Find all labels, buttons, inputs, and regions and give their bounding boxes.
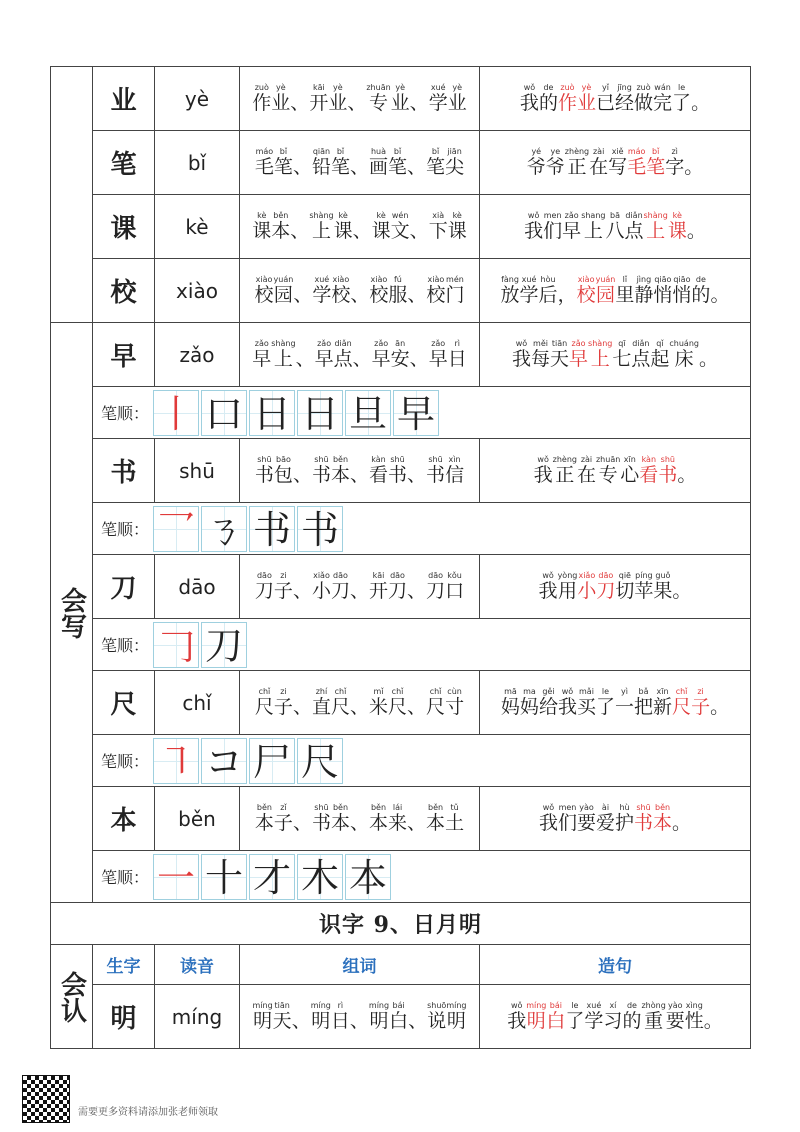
words-cell — [240, 439, 480, 503]
ruby-char: 放fàng — [500, 274, 520, 306]
ruby-char: 爱ài — [595, 802, 615, 834]
header-pinyin: 读音 — [155, 945, 240, 985]
ruby-char: 我wǒ — [511, 338, 531, 370]
ruby-char: 切qiē — [615, 570, 635, 602]
ruby-char: 早zǎo — [569, 338, 589, 370]
ruby-char: 用yòng — [557, 570, 578, 602]
ruby-char: 书shū — [426, 454, 446, 486]
ruby-char: 已yǐ — [595, 82, 615, 114]
ruby-char: 静jìng — [634, 274, 654, 306]
ruby-char: 在zài — [576, 454, 596, 486]
ruby-char: 业yè — [271, 82, 291, 114]
character-cell: 业 — [93, 67, 155, 131]
stroke-label: 笔顺： — [101, 868, 150, 887]
ruby-char: 校xiào — [254, 274, 274, 306]
word-list: 尺chǐ子zi、 直zhí尺chǐ、 米mǐ尺chǐ、 尺chǐ寸cùn — [254, 686, 465, 718]
ruby-char: 毛máo — [627, 146, 647, 178]
ruby-char: 门mén — [445, 274, 465, 306]
word-list: 本běn子zǐ、 书shū本běn、 本běn来lái、 本běn土tǔ — [254, 802, 465, 834]
ruby-char: 经jīng — [615, 82, 635, 114]
lesson-title: 识字 9、日月明 — [51, 903, 751, 945]
ruby-char: 课kè — [371, 210, 391, 242]
ruby-char: 刀dāo — [330, 570, 350, 602]
ruby-char: 天tiān — [550, 338, 570, 370]
ruby-char: 了le — [565, 1000, 585, 1032]
pinyin-cell: dāo — [155, 555, 240, 619]
example-sentence: 爷yé爷ye正zhèng在zài写xiě毛máo笔bǐ字zì。 — [526, 146, 704, 178]
ruby-char: 子zǐ — [273, 802, 293, 834]
stroke-box: ㄋ — [201, 506, 247, 552]
words-cell — [240, 985, 480, 1049]
ruby-char: 我wǒ — [538, 570, 558, 602]
example-sentence: 我wǒ用yòng小xiǎo刀dāo切qiē苹píng果guǒ。 — [538, 570, 692, 602]
ruby-char: 课kè — [333, 210, 353, 242]
ruby-char: 明míng — [368, 1000, 390, 1032]
ruby-char: 床chuáng — [669, 338, 699, 370]
ruby-char: 上shàng — [309, 210, 334, 242]
ruby-char: 书shū — [658, 454, 678, 486]
header-char: 生字 — [93, 945, 155, 985]
word-list: 课kè本běn、 上shàng课kè、 课kè文wén、 下xià课kè — [252, 210, 467, 242]
ruby-char: 校xiào — [331, 274, 351, 306]
word-list: 校xiào园yuán、 学xué校xiào、 校xiào服fú、 校xiào门mén — [254, 274, 465, 306]
ruby-char: 尺chǐ — [672, 686, 692, 718]
ruby-char: 上shang — [581, 210, 606, 242]
stroke-box: ㇕ — [153, 738, 199, 784]
ruby-char: 园yuán — [595, 274, 616, 306]
ruby-char: 的de — [691, 274, 711, 306]
ruby-char: 笔bǐ — [330, 146, 350, 178]
sentence-cell — [480, 131, 751, 195]
ruby-char: 日rì — [447, 338, 467, 370]
stroke-box: 日 — [297, 390, 343, 436]
ruby-char: 早zǎo — [371, 338, 391, 370]
ruby-char: 包bāo — [273, 454, 293, 486]
example-sentence: 放fàng学xué后hòu， 校xiào园yuán里lǐ静jìng悄qiāo悄qiāo的de。 — [500, 274, 730, 306]
ruby-char: 书shū — [634, 802, 654, 834]
ruby-char: 文wén — [390, 210, 410, 242]
ruby-char: 刀dāo — [596, 570, 616, 602]
stroke-box: 尸 — [249, 738, 295, 784]
word-list: 作zuò业yè、 开kāi业yè、 专zhuān业yè、 学xué业yè — [252, 82, 467, 114]
entry-row — [51, 259, 751, 323]
ruby-char: 明míng — [310, 1000, 331, 1032]
ruby-char: 开kāi — [309, 82, 329, 114]
ruby-char: 业yè — [447, 82, 467, 114]
ruby-char: 下xià — [428, 210, 448, 242]
pinyin-cell: míng — [155, 985, 240, 1049]
header-sentence: 造句 — [480, 945, 751, 985]
ruby-char: 我wǒ — [507, 1000, 527, 1032]
pinyin-cell: shū — [155, 439, 240, 503]
pinyin-cell: kè — [155, 195, 240, 259]
ruby-char: 小xiǎo — [311, 570, 331, 602]
ruby-char: 买mǎi — [576, 686, 596, 718]
entry-row — [51, 671, 751, 735]
character-cell: 刀 — [93, 555, 155, 619]
ruby-char: 给gěi — [538, 686, 558, 718]
pinyin-cell: běn — [155, 787, 240, 851]
ruby-char: 我wǒ — [557, 686, 577, 718]
ruby-char: 爷ye — [545, 146, 565, 178]
ruby-char: 学xué — [312, 274, 332, 306]
ruby-char: 笔bǐ — [388, 146, 408, 178]
stroke-order-row — [51, 387, 751, 439]
ruby-char: 性xìng — [684, 1000, 704, 1032]
stroke-box: 丨 — [153, 390, 199, 436]
ruby-char: 子zi — [691, 686, 711, 718]
category-cell-write: 会写 — [51, 323, 93, 903]
ruby-char: 把bǎ — [634, 686, 654, 718]
ruby-char: 书shū — [311, 454, 331, 486]
ruby-char: 课kè — [447, 210, 467, 242]
ruby-char: 子zi — [273, 686, 293, 718]
ruby-char: 新xīn — [653, 686, 673, 718]
ruby-char: 写xiě — [608, 146, 628, 178]
stroke-label: 笔顺： — [101, 520, 150, 539]
ruby-char: 上shàng — [643, 210, 668, 242]
character-cell: 校 — [93, 259, 155, 323]
ruby-char: 开kāi — [369, 570, 389, 602]
qr-code-icon[interactable] — [22, 1075, 70, 1123]
ruby-char: 学xué — [584, 1000, 604, 1032]
ruby-char: 一yì — [615, 686, 635, 718]
entry-row — [51, 787, 751, 851]
stroke-order-row — [51, 619, 751, 671]
stroke-box: 口 — [201, 390, 247, 436]
stroke-box: 刀 — [201, 622, 247, 668]
ruby-char: 护hù — [615, 802, 635, 834]
ruby-char: 本běn — [271, 210, 291, 242]
words-cell — [240, 787, 480, 851]
lesson-title-row — [51, 903, 751, 945]
ruby-char: 尺chǐ — [388, 686, 408, 718]
character-cell: 笔 — [93, 131, 155, 195]
stroke-box: コ — [201, 738, 247, 784]
ruby-char: 专zhuān — [366, 82, 391, 114]
ruby-char: 本běn — [330, 454, 350, 486]
ruby-char: 了le — [595, 686, 615, 718]
header-words: 组词 — [240, 945, 480, 985]
entry-row — [51, 985, 751, 1049]
words-cell — [240, 555, 480, 619]
sentence-cell — [480, 671, 751, 735]
ruby-char: 安ān — [390, 338, 410, 370]
stroke-box: 本 — [345, 854, 391, 900]
stroke-box: 日 — [249, 390, 295, 436]
ruby-char: 的de — [622, 1000, 642, 1032]
example-sentence: 妈mā妈ma给gěi我wǒ买mǎi了le一yì把bǎ新xīn尺chǐ子zi。 — [500, 686, 730, 718]
character-cell: 尺 — [93, 671, 155, 735]
stroke-order-row — [51, 851, 751, 903]
ruby-char: 上shàng — [271, 338, 296, 370]
ruby-char: 铅qiān — [311, 146, 331, 178]
sentence-cell — [480, 195, 751, 259]
ruby-char: 本běn — [653, 802, 673, 834]
stroke-label: 笔顺： — [101, 752, 150, 771]
ruby-char: 白bái — [546, 1000, 566, 1032]
words-cell — [240, 323, 480, 387]
ruby-char: 刀dāo — [426, 570, 446, 602]
ruby-char: 们men — [557, 802, 577, 834]
ruby-char: 业yè — [390, 82, 410, 114]
ruby-char: 心xīn — [620, 454, 640, 486]
ruby-char: 妈mā — [500, 686, 520, 718]
sentence-cell — [480, 555, 751, 619]
ruby-char: 课kè — [667, 210, 687, 242]
character-cell: 书 — [93, 439, 155, 503]
pinyin-cell: bǐ — [155, 131, 240, 195]
stroke-box: 一 — [153, 854, 199, 900]
ruby-char: 口kǒu — [445, 570, 465, 602]
sentence-cell — [480, 439, 751, 503]
character-cell: 早 — [93, 323, 155, 387]
entry-row — [51, 67, 751, 131]
ruby-char: 来lái — [388, 802, 408, 834]
sentence-cell — [480, 67, 751, 131]
stroke-box: 𠃌 — [153, 622, 199, 668]
ruby-char: 点diǎn — [333, 338, 353, 370]
words-cell — [240, 67, 480, 131]
ruby-char: 直zhí — [311, 686, 331, 718]
ruby-char: 笔bǐ — [426, 146, 446, 178]
entry-row — [51, 555, 751, 619]
ruby-char: 园yuán — [273, 274, 294, 306]
ruby-char: 校xiào — [576, 274, 596, 306]
ruby-char: 书shū — [311, 802, 331, 834]
ruby-char: 我wǒ — [519, 82, 539, 114]
ruby-char: 了le — [672, 82, 692, 114]
stroke-order-row — [51, 735, 751, 787]
ruby-char: 在zài — [589, 146, 609, 178]
ruby-char: 早zǎo — [562, 210, 582, 242]
word-list: 书shū包bāo、 书shū本běn、 看kàn书shū、 书shū信xìn — [254, 454, 465, 486]
ruby-char: 重zhòng — [641, 1000, 666, 1032]
ruby-char: 小xiǎo — [577, 570, 597, 602]
ruby-char: 课kè — [252, 210, 272, 242]
ruby-char: 要yào — [576, 802, 596, 834]
entry-row — [51, 131, 751, 195]
ruby-char: 妈ma — [519, 686, 539, 718]
word-list: 毛máo笔bǐ、 铅qiān笔bǐ、 画huà笔bǐ、 笔bǐ尖jiān — [254, 146, 465, 178]
ruby-char: 悄qiāo — [672, 274, 692, 306]
example-sentence: 我wǒ正zhèng在zài专zhuān心xīn看kàn书shū。 — [533, 454, 697, 486]
ruby-char: 书shū — [254, 454, 274, 486]
example-sentence: 我wǒ明míng白bái了le学xué习xí的de重zhòng要yào性xìng。 — [507, 1000, 723, 1032]
stroke-label: 笔顺： — [101, 636, 150, 655]
ruby-char: 校xiào — [369, 274, 389, 306]
header-row — [51, 945, 751, 985]
stroke-label: 笔顺： — [101, 404, 150, 423]
ruby-char: 刀dāo — [388, 570, 408, 602]
example-sentence: 我wǒ每měi天tiān早zǎo上shàng七qī点diǎn起qǐ床chuáng。 — [511, 338, 718, 370]
ruby-char: 早zǎo — [428, 338, 448, 370]
sentence-cell — [480, 259, 751, 323]
pinyin-cell: zǎo — [155, 323, 240, 387]
entry-row — [51, 439, 751, 503]
ruby-char: 看kàn — [369, 454, 389, 486]
stroke-box: 木 — [297, 854, 343, 900]
example-sentence: 我wǒ们men要yào爱ài护hù书shū本běn。 — [538, 802, 692, 834]
ruby-char: 子zi — [273, 570, 293, 602]
ruby-char: 尺chǐ — [330, 686, 350, 718]
pinyin-cell: chǐ — [155, 671, 240, 735]
ruby-char: 明míng — [252, 1000, 273, 1032]
ruby-char: 尺chǐ — [254, 686, 274, 718]
ruby-char: 我wǒ — [538, 802, 558, 834]
ruby-char: 米mǐ — [369, 686, 389, 718]
ruby-char: 毛máo — [254, 146, 274, 178]
ruby-char: 习xí — [603, 1000, 623, 1032]
entry-row — [51, 323, 751, 387]
ruby-char: 白bái — [389, 1000, 409, 1032]
ruby-char: 本běn — [330, 802, 350, 834]
example-sentence: 我wǒ的de作zuò业yè已yǐ经jīng做zuò完wán了le。 — [519, 82, 711, 114]
stroke-order-row — [51, 503, 751, 555]
stroke-box: 乛 — [153, 506, 199, 552]
category-cell-continued — [51, 67, 93, 323]
ruby-char: 看kàn — [639, 454, 659, 486]
word-list: 明míng天tiān、 明míng日rì、 明míng白bái、 说shuō明míng — [252, 1000, 467, 1032]
ruby-char: 土tǔ — [445, 802, 465, 834]
ruby-char: 完wán — [653, 82, 673, 114]
ruby-char: 信xìn — [445, 454, 465, 486]
ruby-char: 悄qiāo — [653, 274, 673, 306]
words-cell — [240, 259, 480, 323]
sentence-cell — [480, 985, 751, 1049]
character-cell: 本 — [93, 787, 155, 851]
ruby-char: 本běn — [369, 802, 389, 834]
ruby-char: 天tiān — [272, 1000, 292, 1032]
words-cell — [240, 131, 480, 195]
ruby-char: 业yè — [576, 82, 596, 114]
ruby-char: 书shū — [388, 454, 408, 486]
ruby-char: 早zǎo — [314, 338, 334, 370]
ruby-char: 起qǐ — [650, 338, 670, 370]
ruby-char: 爷yé — [526, 146, 546, 178]
ruby-char: 上shàng — [588, 338, 613, 370]
ruby-char: 后hòu — [538, 274, 558, 306]
stroke-box: 尺 — [297, 738, 343, 784]
ruby-char: 早zǎo — [252, 338, 272, 370]
ruby-char: 我wǒ — [533, 454, 553, 486]
ruby-char: 果guǒ — [653, 570, 673, 602]
pinyin-cell: xiào — [155, 259, 240, 323]
stroke-box: 书 — [297, 506, 343, 552]
sentence-cell — [480, 787, 751, 851]
stroke-box: 旦 — [345, 390, 391, 436]
sentence-cell — [480, 323, 751, 387]
ruby-char: 苹píng — [634, 570, 654, 602]
example-sentence: 我wǒ们men早zǎo上shang八bā点diǎn上shàng课kè。 — [524, 210, 706, 242]
ruby-char: 正zhèng — [564, 146, 590, 178]
character-cell: 明 — [93, 985, 155, 1049]
stroke-box: 十 — [201, 854, 247, 900]
ruby-char: 里lǐ — [615, 274, 635, 306]
ruby-char: 寸cùn — [445, 686, 465, 718]
ruby-char: 服fú — [388, 274, 408, 306]
ruby-char: 作zuò — [252, 82, 272, 114]
ruby-char: 的de — [538, 82, 558, 114]
stroke-box: 书 — [249, 506, 295, 552]
ruby-char: 字zì — [665, 146, 685, 178]
word-list: 早zǎo上shàng、 早zǎo点diǎn、 早zǎo安ān、 早zǎo日rì — [252, 338, 467, 370]
ruby-char: 八bā — [605, 210, 625, 242]
stroke-box: 才 — [249, 854, 295, 900]
ruby-char: 画huà — [369, 146, 389, 178]
ruby-char: 业yè — [328, 82, 348, 114]
ruby-char: 明míng — [526, 1000, 547, 1032]
ruby-char: 日rì — [330, 1000, 350, 1032]
ruby-char: 学xué — [428, 82, 448, 114]
ruby-char: 本běn — [254, 802, 274, 834]
ruby-char: 正zhèng — [552, 454, 577, 486]
ruby-char: 点diǎn — [631, 338, 651, 370]
stroke-box: 早 — [393, 390, 439, 436]
character-cell: 课 — [93, 195, 155, 259]
ruby-char: 尖jiān — [445, 146, 465, 178]
ruby-char: 笔bǐ — [273, 146, 293, 178]
ruby-char: 们men — [543, 210, 563, 242]
ruby-char: 作zuò — [557, 82, 577, 114]
ruby-char: 笔bǐ — [646, 146, 666, 178]
words-cell — [240, 671, 480, 735]
ruby-char: 每měi — [531, 338, 551, 370]
ruby-char: 刀dāo — [254, 570, 274, 602]
ruby-char: 我wǒ — [524, 210, 544, 242]
word-list: 刀dāo子zi、 小xiǎo刀dāo、 开kāi刀dāo、 刀dāo口kǒu — [254, 570, 465, 602]
ruby-char: 专zhuān — [595, 454, 621, 486]
entry-row — [51, 195, 751, 259]
ruby-char: 校xiào — [426, 274, 446, 306]
ruby-char: 七qī — [612, 338, 632, 370]
ruby-char: 尺chǐ — [426, 686, 446, 718]
category-cell-recognize: 会认 — [51, 945, 93, 1049]
words-cell — [240, 195, 480, 259]
footer-text: 需要更多资料请添加张老师领取 — [78, 1107, 218, 1118]
ruby-char: 点diǎn — [624, 210, 644, 242]
ruby-char: 学xué — [519, 274, 539, 306]
pinyin-cell: yè — [155, 67, 240, 131]
ruby-char: 做zuò — [634, 82, 654, 114]
ruby-char: 说shuō — [427, 1000, 447, 1032]
vocab-table — [50, 66, 751, 1049]
ruby-char: 要yào — [665, 1000, 685, 1032]
ruby-char: 明míng — [446, 1000, 467, 1032]
ruby-char: 本běn — [426, 802, 446, 834]
